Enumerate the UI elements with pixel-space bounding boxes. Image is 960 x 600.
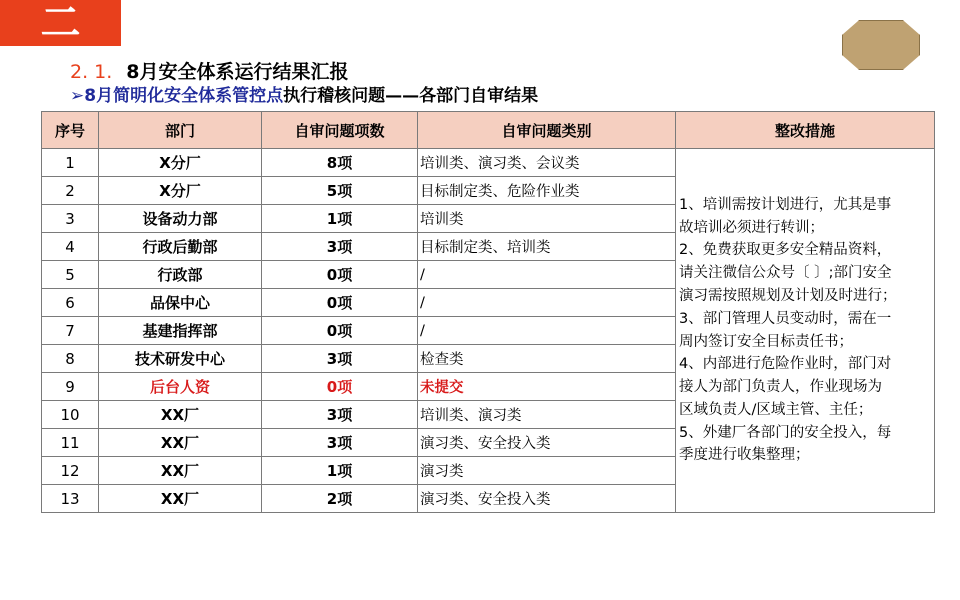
subtitle-highlight: 8月简明化安全体系管控点 <box>84 86 284 106</box>
cell-no: 3 <box>42 205 99 233</box>
section-number: 二 <box>40 0 81 46</box>
cell-count: 0项 <box>262 317 418 345</box>
cell-count: 0项 <box>262 261 418 289</box>
decorative-octagon <box>842 20 920 70</box>
title-text: 8月安全体系运行结果汇报 <box>126 61 349 83</box>
audit-results-table <box>41 111 935 513</box>
cell-category: 演习类、安全投入类 <box>418 429 676 457</box>
cell-count: 0项 <box>262 373 418 401</box>
cell-count: 3项 <box>262 401 418 429</box>
cell-count: 2项 <box>262 485 418 513</box>
cell-category: 检查类 <box>418 345 676 373</box>
header-dept: 部门 <box>99 112 262 149</box>
cell-no: 12 <box>42 457 99 485</box>
cell-no: 5 <box>42 261 99 289</box>
cell-dept: XX厂 <box>99 429 262 457</box>
cell-dept: 行政后勤部 <box>99 233 262 261</box>
cell-dept: 设备动力部 <box>99 205 262 233</box>
cell-count: 3项 <box>262 429 418 457</box>
header-no: 序号 <box>42 112 99 149</box>
cell-no: 8 <box>42 345 99 373</box>
cell-no: 6 <box>42 289 99 317</box>
cell-dept: X分厂 <box>99 177 262 205</box>
arrow-bullet-icon: ➢ <box>70 86 85 106</box>
cell-no: 7 <box>42 317 99 345</box>
cell-no: 9 <box>42 373 99 401</box>
cell-count: 3项 <box>262 345 418 373</box>
cell-category: / <box>418 317 676 345</box>
cell-no: 11 <box>42 429 99 457</box>
cell-category: 培训类、演习类 <box>418 401 676 429</box>
cell-count: 1项 <box>262 205 418 233</box>
cell-category: / <box>418 289 676 317</box>
header-count: 自审问题项数 <box>262 112 418 149</box>
page-title <box>70 60 349 84</box>
cell-category: 目标制定类、危险作业类 <box>418 177 676 205</box>
header-category: 自审问题类别 <box>418 112 676 149</box>
cell-category: 未提交 <box>418 373 676 401</box>
cell-dept: 基建指挥部 <box>99 317 262 345</box>
cell-no: 10 <box>42 401 99 429</box>
cell-category: / <box>418 261 676 289</box>
cell-category: 演习类 <box>418 457 676 485</box>
cell-category: 演习类、安全投入类 <box>418 485 676 513</box>
cell-no: 13 <box>42 485 99 513</box>
cell-no: 2 <box>42 177 99 205</box>
cell-category: 培训类、演习类、会议类 <box>418 149 676 177</box>
cell-dept: 行政部 <box>99 261 262 289</box>
cell-dept: 技术研发中心 <box>99 345 262 373</box>
cell-dept: XX厂 <box>99 457 262 485</box>
cell-count: 3项 <box>262 233 418 261</box>
cell-dept: XX厂 <box>99 485 262 513</box>
cell-dept: 品保中心 <box>99 289 262 317</box>
cell-count: 8项 <box>262 149 418 177</box>
page-subtitle <box>70 85 538 107</box>
cell-dept: 后台人资 <box>99 373 262 401</box>
title-number: 2. 1. <box>70 61 113 83</box>
header-measures: 整改措施 <box>676 112 935 149</box>
cell-count: 1项 <box>262 457 418 485</box>
subtitle-rest: 执行稽核问题——各部门自审结果 <box>283 86 539 106</box>
cell-no: 1 <box>42 149 99 177</box>
cell-no: 4 <box>42 233 99 261</box>
table-row <box>42 149 935 177</box>
cell-dept: XX厂 <box>99 401 262 429</box>
rectification-measures: 1、培训需按计划进行，尤其是事 故培训必须进行转训； 2、免费获取更多安全精品资料， 请关注微信公众号〔 〕;部门安全 演习需按照规划及计划及时进行； 3、部门管理人员变动时，需在一 周内签订安全目标责任书； 4、内部进行危险作业时，部门对 接人为部门负责人，作业现场为 区域负责人/区域主管、主任； 5、外建厂各部门的安全投入，每 季度进行收集整理； <box>676 149 935 513</box>
cell-count: 5项 <box>262 177 418 205</box>
cell-dept: X分厂 <box>99 149 262 177</box>
table-header-row <box>42 112 935 149</box>
cell-count: 0项 <box>262 289 418 317</box>
cell-category: 培训类 <box>418 205 676 233</box>
cell-category: 目标制定类、培训类 <box>418 233 676 261</box>
